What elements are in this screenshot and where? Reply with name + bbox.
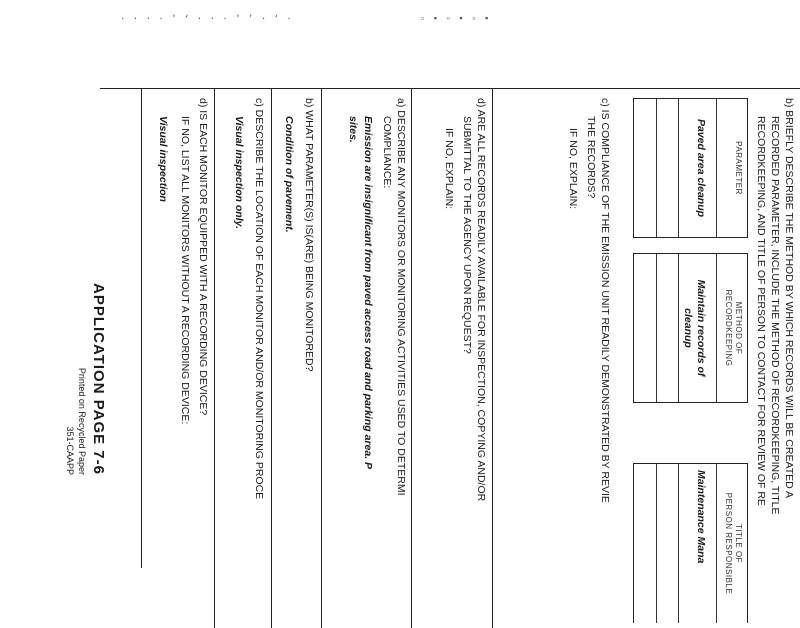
equipped-line1: d) IS EACH MONITOR EQUIPPED WITH A RECORDING DEVICE?	[197, 98, 209, 416]
footer-form-number: 351-CAAPP	[64, 426, 75, 475]
section-bracket-line	[100, 88, 800, 89]
compliance-line1: c) IS COMPLIANCE OF THE EMISSION UNIT READILY DEMONSTRATED BY REVIE	[599, 98, 611, 503]
divider-4	[271, 88, 272, 628]
location-question	[232, 98, 266, 499]
divider-1	[492, 88, 493, 628]
records-method-line2: RECORDED PARAMETER, INCLUDE THE METHOD OF RECORDKEEPING, TITLE	[768, 116, 781, 515]
monitors-answer-line2: sites.	[347, 116, 360, 143]
method-header	[723, 258, 743, 398]
method-value: Maintain records of cleanup	[681, 279, 707, 377]
footer-printed-note: Printed on Recycled Paper	[76, 367, 87, 475]
location-answer: Visual inspection only.	[232, 116, 245, 229]
parameter-value: Paved area cleanup	[695, 118, 707, 218]
divider-3	[321, 88, 322, 628]
person-header	[723, 468, 743, 619]
monitors-line2: COMPLIANCE:	[380, 116, 393, 189]
footer	[63, 283, 108, 475]
equipped-question	[155, 98, 210, 424]
availability-line2: SUBMITTAL TO THE AGENCY UPON REQUEST?	[460, 116, 473, 354]
scan-noise-text-2: ▫ ▪ ▫ ▪ ▫ ▪	[420, 14, 491, 24]
person-header-line2: PERSON RESPONSIBLE	[724, 492, 733, 595]
monitors-question	[346, 98, 408, 496]
location-line1: c) DESCRIBE THE LOCATION OF EACH MONITOR AND/OR MONITORING PROCE	[253, 98, 265, 500]
method-column	[633, 253, 748, 403]
person-column	[633, 463, 748, 623]
equipped-ifno: IF NO, LIST ALL MONITORS WITHOUT A RECORDING DEVICE:	[178, 116, 191, 425]
compliance-line2: THE RECORDS?	[584, 116, 597, 199]
compliance-question	[565, 98, 612, 503]
person-value: Maintenance Mana	[695, 470, 707, 564]
footer-title: APPLICATION PAGE 7-6	[90, 283, 107, 475]
bottom-rule	[141, 88, 142, 568]
compliance-ifno: IF NO, EXPLAIN:	[566, 128, 579, 210]
method-header-line2: RECORDKEEPING	[724, 289, 733, 367]
divider-5	[214, 88, 215, 628]
parameter-header: PARAMETER	[734, 141, 743, 195]
availability-line1: d) ARE ALL RECORDS READILY AVAILABLE FOR INSPECTION, COPYING AND/OR	[475, 98, 487, 502]
scan-noise	[0, 0, 800, 40]
parameters-line1: b) WHAT PARAMETER(S) IS(ARE) BEING MONITORED?	[303, 98, 315, 372]
records-method-line3: RECORDKEEPING, AND TITLE OF PERSON TO CONTACT FOR REVIEW OF RE	[754, 116, 767, 506]
availability-question	[441, 98, 488, 501]
method-header-line1: METHOD OF	[734, 301, 743, 355]
monitors-answer: Emission are insignificant from paved access road and parking area. P	[361, 116, 374, 470]
divider-2	[411, 88, 412, 628]
parameters-answer: Condition of pavement.	[282, 116, 295, 233]
records-method-question	[753, 98, 796, 514]
monitors-line1: a) DESCRIBE ANY MONITORS OR MONITORING ACTIVITIES USED TO DETERMI	[395, 98, 407, 496]
document-page	[0, 58, 800, 618]
records-method-line1: b) BRIEFLY DESCRIBE THE METHOD BY WHICH RECORDS WILL BE CREATED A	[783, 98, 795, 499]
parameters-question	[282, 98, 316, 371]
parameter-column	[633, 98, 748, 238]
availability-ifno: IF NO, EXPLAIN:	[442, 128, 455, 210]
scan-noise-text: · · · · ′ ‘ · · · ′ ’ · ‘ ·	[120, 14, 293, 24]
person-header-line1: TITLE OF	[734, 523, 743, 564]
equipped-answer: Visual inspection	[156, 116, 169, 202]
